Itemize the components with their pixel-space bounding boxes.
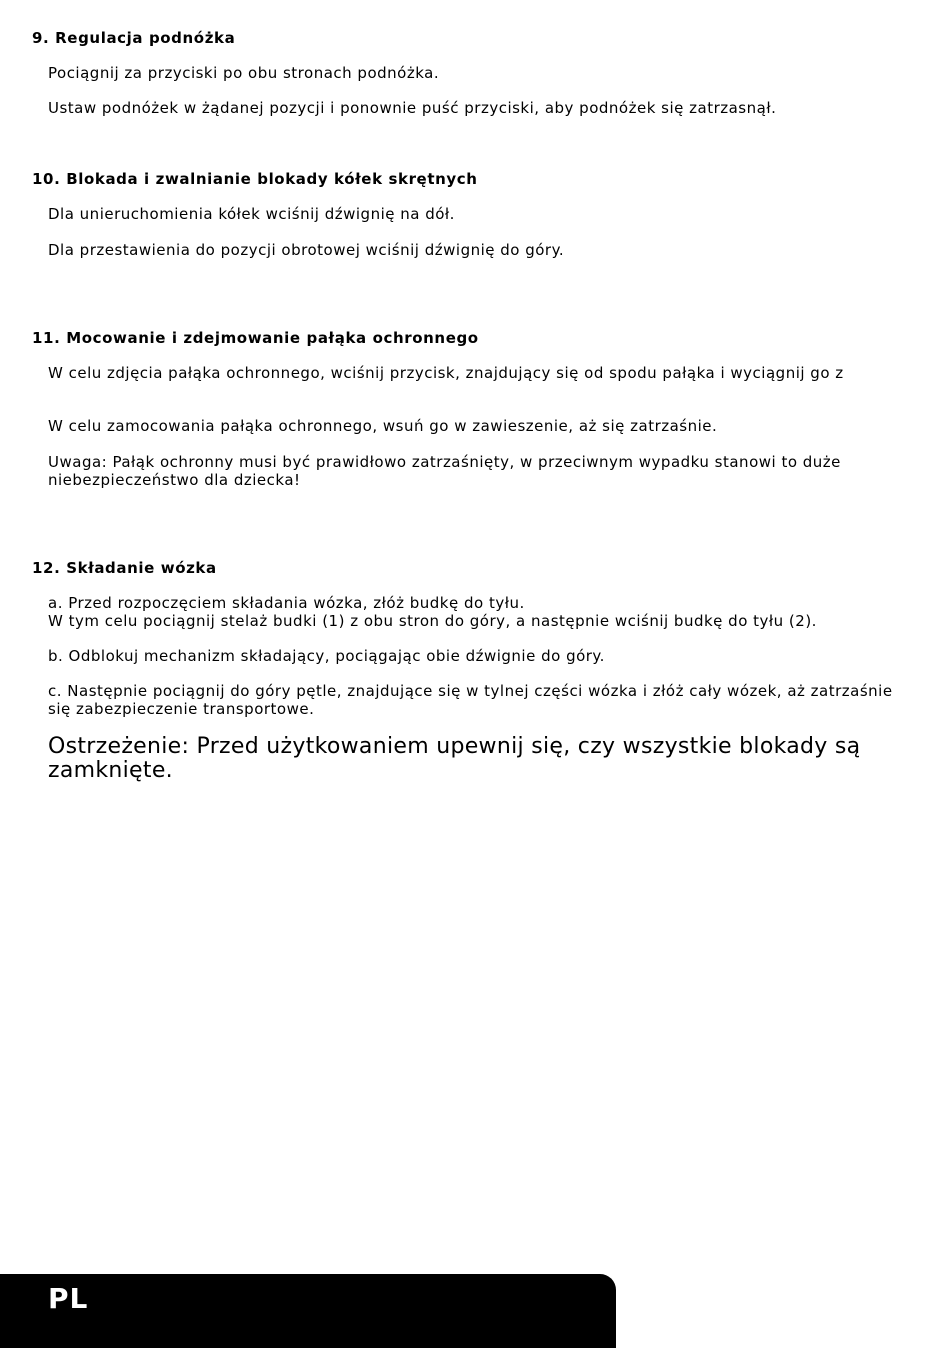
section-12-step-c: c. Następnie pociągnij do góry pętle, znajdujące się w tylnej części wózka i złóż cały wózek, aż zatrzaśnie się zabezpieczenie transportowe. bbox=[48, 682, 893, 718]
section-12-step-a: a. Przed rozpoczęciem składania wózka, złóż budkę do tyłu. bbox=[48, 594, 525, 612]
section-11-title: 11. Mocowanie i zdejmowanie pałąka ochronnego bbox=[32, 329, 479, 347]
section-9-paragraph: Ustaw podnóżek w żądanej pozycji i ponownie puść przyciski, aby podnóżek się zatrzasnął. bbox=[48, 99, 777, 117]
footer-bar bbox=[0, 1274, 616, 1348]
language-label: PL bbox=[48, 1282, 89, 1315]
section-10-title: 10. Blokada i zwalnianie blokady kółek skrętnych bbox=[32, 170, 478, 188]
section-10-paragraph: Dla przestawienia do pozycji obrotowej wciśnij dźwignię do góry. bbox=[48, 241, 565, 259]
section-9-paragraph: Pociągnij za przyciski po obu stronach podnóżka. bbox=[48, 64, 440, 82]
section-11-paragraph: W celu zamocowania pałąka ochronnego, wsuń go w zawieszenie, aż się zatrzaśnie. bbox=[48, 417, 718, 435]
section-10-paragraph: Dla unieruchomienia kółek wciśnij dźwignię na dół. bbox=[48, 205, 455, 223]
section-9-title: 9. Regulacja podnóżka bbox=[32, 29, 236, 47]
warning-text: Ostrzeżenie: Przed użytkowaniem upewnij się, czy wszystkie blokady są zamknięte. bbox=[48, 734, 861, 783]
section-11-caution: Uwaga: Pałąk ochronny musi być prawidłowo zatrzaśnięty, w przeciwnym wypadku stanowi to duże niebezpieczeństwo dla dziecka! bbox=[48, 453, 841, 489]
section-12-step-a-detail: W tym celu pociągnij stelaż budki (1) z obu stron do góry, a następnie wciśnij budkę do tyłu (2). bbox=[48, 612, 817, 630]
section-11-paragraph: W celu zdjęcia pałąka ochronnego, wciśnij przycisk, znajdujący się od spodu pałąka i wyciągnij go z bbox=[48, 364, 844, 382]
section-12-step-b: b. Odblokuj mechanizm składający, pociągając obie dźwignie do góry. bbox=[48, 647, 605, 665]
section-12-title: 12. Składanie wózka bbox=[32, 559, 217, 577]
